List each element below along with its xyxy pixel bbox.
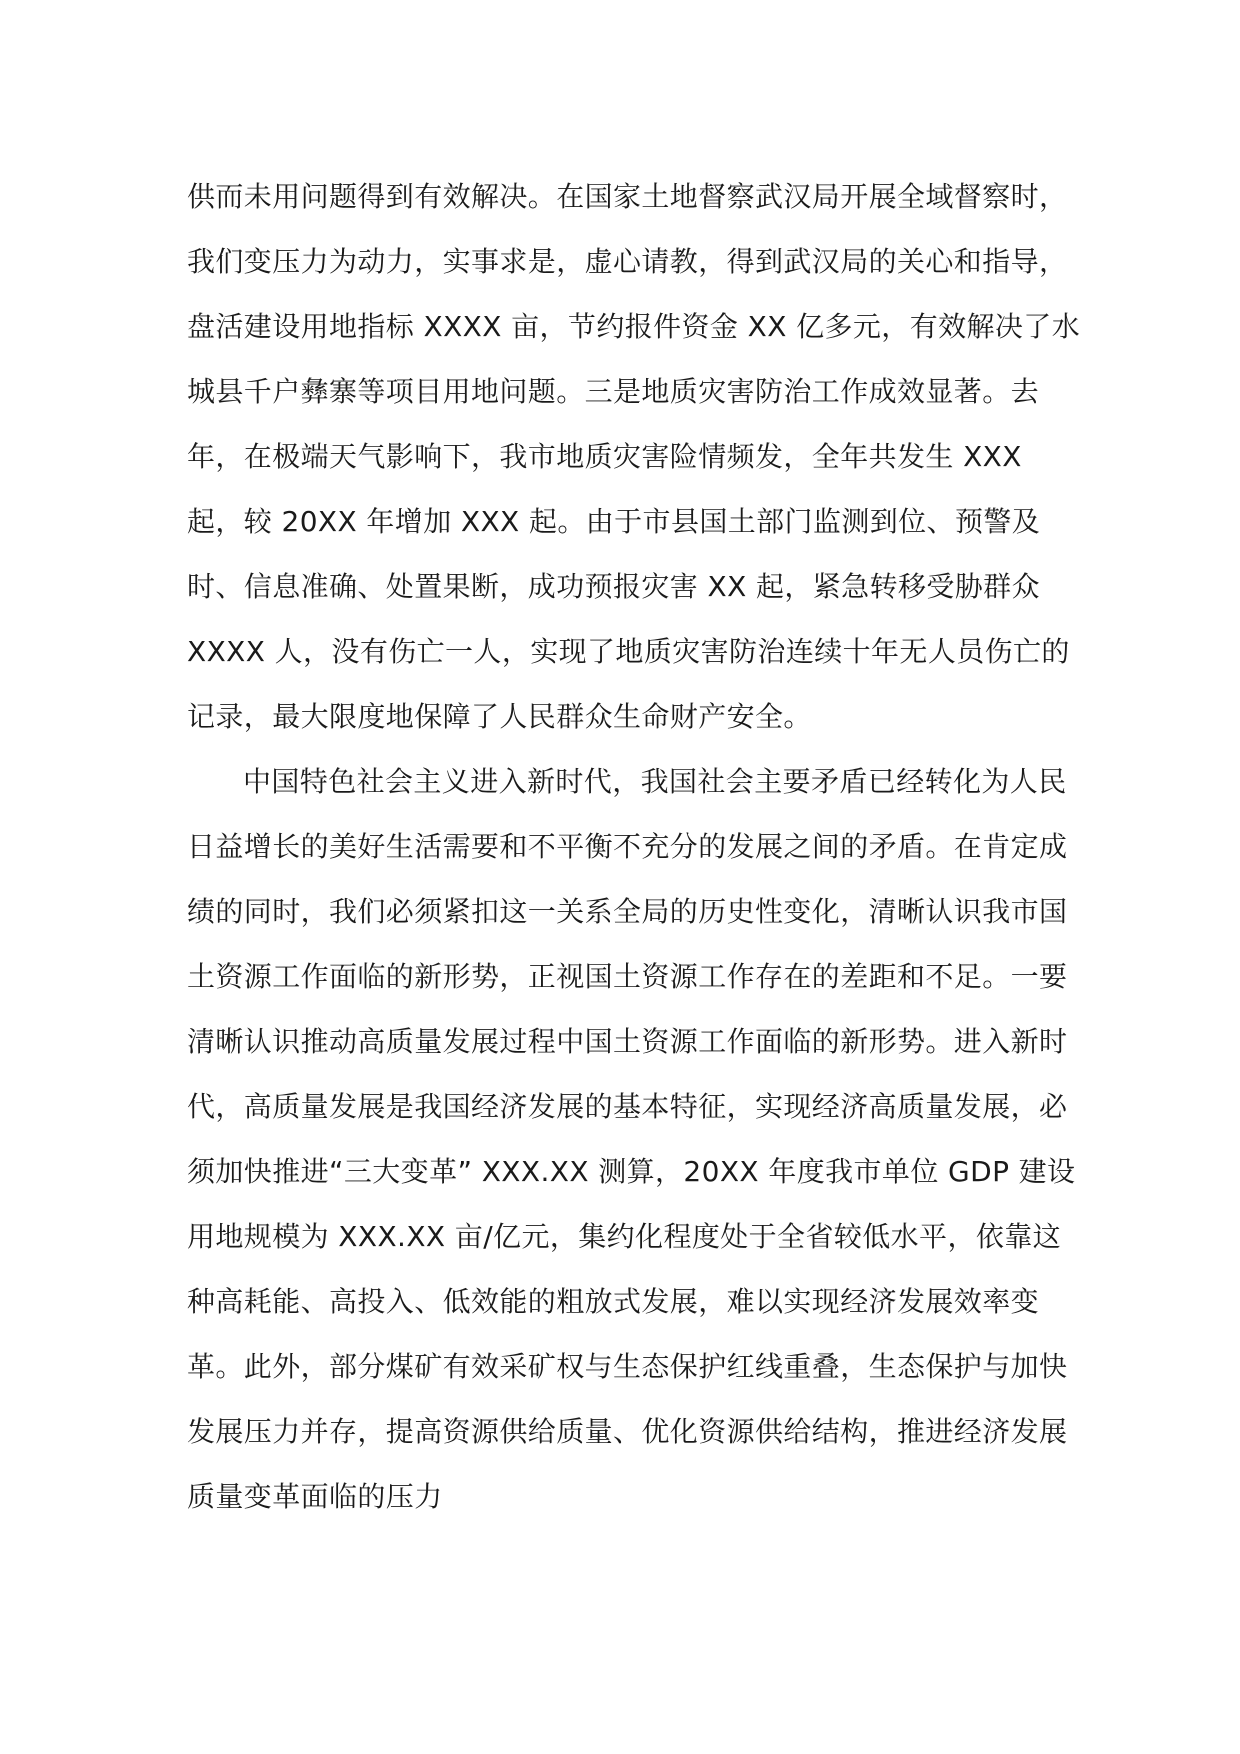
paragraph-continuation: 供而未用问题得到有效解决。在国家土地督察武汉局开展全域督察时，我们变压力为动力，实事求是，虚心请教，得到武汉局的关心和指导，盘活建设用地指标 XXXX 亩，节约报件资金 XX 亿多元，有效解决了水城县千户彝寨等项目用地问题。三是地质灾害防治工作成效显著。去年，在极端天气影响下，我市地质灾害险情频发，全年共发生 XXX 起，较 20XX 年增加 XXX 起。由于市县国土部门监测到位、预警及时、信息准确、处置果断，成功预报灾害 XX 起，紧急转移受胁群众 XXXX 人，没有伤亡一人，实现了地质灾害防治连续十年无人员伤亡的记录，最大限度地保障了人民群众生命财产安全。 [187,180,1081,733]
paragraph-new-era: 中国特色社会主义进入新时代，我国社会主要矛盾已经转化为人民日益增长的美好生活需要和不平衡不充分的发展之间的矛盾。在肯定成绩的同时，我们必须紧扣这一关系全局的历史性变化，清晰认识我市国土资源工作面临的新形势，正视国土资源工作存在的差距和不足。一要清晰认识推动高质量发展过程中国土资源工作面临的新形势。进入新时代，高质量发展是我国经济发展的基本特征，实现经济高质量发展，必须加快推进“三大变革” XXX.XX 测算，20XX 年度我市单位 GDP 建设用地规模为 XXX.XX 亩/亿元，集约化程度处于全省较低水平，依靠这种高耗能、高投入、低效能的粗放式发展，难以实现经济发展效率变革。此外，部分煤矿有效采矿权与生态保护红线重叠，生态保护与加快发展压力并存，提高资源供给质量、优化资源供给结构，推进经济发展质量变革面临的压力 [187,765,1076,1513]
document-body [187,164,1087,1529]
